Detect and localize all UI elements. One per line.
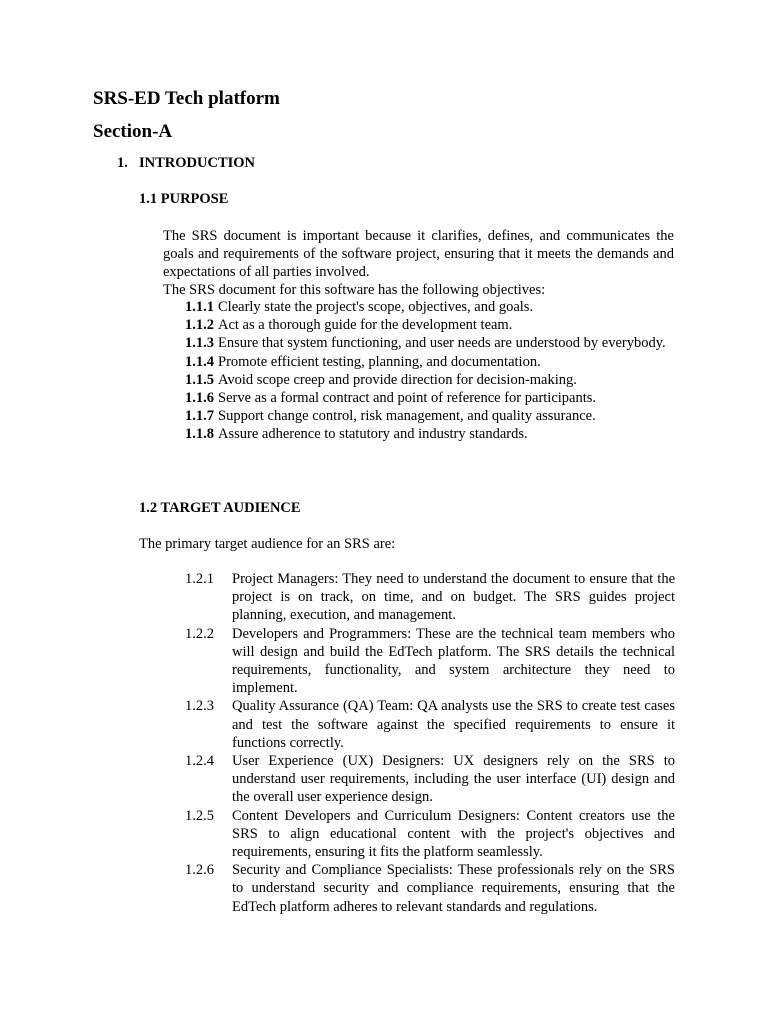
objective-text: Promote efficient testing, planning, and documentation. [218,353,541,370]
audience-number: 1.2.4 [185,753,214,770]
list-item [185,316,675,334]
objective-number: 1.1.2 [185,317,214,334]
objective-number: 1.1.4 [185,353,214,370]
list-item [185,334,675,352]
objective-text: Avoid scope creep and provide direction for decision-making. [218,371,577,388]
audience-number: 1.2.3 [185,698,214,715]
list-item [185,407,675,425]
objective-number: 1.1.6 [185,390,214,407]
objective-text: Act as a thorough guide for the development team. [218,317,513,334]
objective-number: 1.1.5 [185,371,214,388]
objective-text: Support change control, risk management, and quality assurance. [218,408,596,425]
audience-text: Developers and Programmers: These are the technical team members who will design and build the EdTech platform. The SRS details the technical requirements, functionality, and system architecture they need to implement. [232,625,675,697]
objective-text: Assure adherence to statutory and industry standards. [218,426,528,443]
audience-number: 1.2.2 [185,625,214,642]
audience-text: User Experience (UX) Designers: UX designers rely on the SRS to understand user requirements, including the user interface (UI) design and the overall user experience design. [232,753,675,806]
introduction-label: INTRODUCTION [139,155,256,171]
objective-text: Serve as a formal contract and point of reference for participants. [218,390,597,407]
target-audience-list [185,570,675,916]
introduction-number: 1. [117,155,128,171]
objective-number: 1.1.1 [185,299,214,315]
list-item [185,425,675,443]
audience-text: Security and Compliance Specialists: These professionals rely on the SRS to understand security and compliance requirements, ensuring that the EdTech platform adheres to relevant standards and regulations. [232,862,675,915]
list-item [185,807,675,862]
objective-text: Ensure that system functioning, and user needs are understood by everybody. [218,335,666,352]
list-item [185,298,675,316]
introduction-heading [117,154,255,172]
objective-number: 1.1.7 [185,408,214,425]
list-item [185,389,675,407]
list-item [185,371,675,389]
list-item [185,353,675,371]
list-item [185,570,675,625]
objectives-intro: The SRS document for this software has the following objectives: [163,282,546,298]
objective-number: 1.1.8 [185,426,214,443]
purpose-paragraph: The SRS document is important because it clarifies, defines, and communicates the goals and requirements of the software project, ensuring that it meets the demands and expectations of all parties involved. [163,228,674,281]
list-item [185,697,675,752]
document-title: SRS-ED Tech platform [93,88,280,109]
objective-number: 1.1.3 [185,335,214,352]
section-title: Section-A [93,121,173,142]
list-item [185,625,675,698]
audience-text: Content Developers and Curriculum Designers: Content creators use the SRS to align educational content with the project's objectives and requirements, ensuring it fits the platform seamlessly. [232,807,675,861]
target-audience-heading: 1.2 TARGET AUDIENCE [139,500,301,516]
audience-text: Project Managers: They need to understand the document to ensure that the project is on track, on time, and on budget. The SRS guides project planning, execution, and management. [232,571,675,624]
purpose-heading: 1.1 PURPOSE [139,191,229,207]
list-item [185,752,675,807]
audience-number: 1.2.5 [185,807,214,824]
audience-text: Quality Assurance (QA) Team: QA analysts use the SRS to create test cases and test the software against the specified requirements to ensure it functions correctly. [232,698,675,751]
audience-number: 1.2.1 [185,571,214,587]
list-item [185,861,675,916]
objectives-list [185,298,675,444]
objective-text: Clearly state the project's scope, objectives, and goals. [218,299,534,315]
target-audience-intro: The primary target audience for an SRS are: [139,536,396,552]
audience-number: 1.2.6 [185,862,214,879]
